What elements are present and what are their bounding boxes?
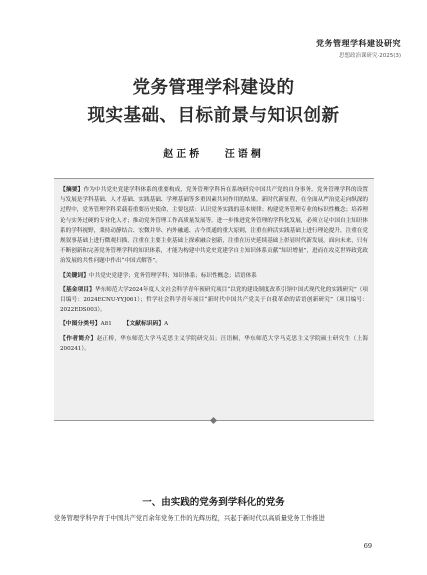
author-2: 汪语桐 — [224, 149, 264, 160]
page-number: 69 — [363, 542, 372, 550]
keywords — [60, 271, 368, 281]
section-heading: 一、由实践的党务到学科化的党务 — [142, 497, 285, 508]
journal-issue: 思想政治课研究·2025(3) — [338, 53, 401, 59]
author-1: 赵正桥 — [163, 149, 203, 160]
abstract — [60, 185, 368, 267]
running-header — [316, 38, 401, 59]
author-intro-label: 【作者简介】 — [60, 335, 97, 342]
journal-column-title: 党务管理学科建设研究 — [316, 39, 401, 48]
abstract-label: 【摘要】 — [60, 187, 84, 193]
clc-label: 【中图分类号】 — [60, 321, 101, 328]
doc-code-value: A — [164, 321, 169, 328]
author-intro — [60, 334, 368, 354]
article-title — [0, 74, 427, 130]
diamond-ornament — [209, 417, 216, 424]
title-line-1: 党务管理学科建设的 — [132, 78, 295, 98]
classification — [60, 319, 368, 329]
keywords-label: 【关键词】 — [60, 272, 89, 279]
abstract-box — [54, 178, 374, 421]
funding-text: 华东师范大学2024年度人文社会科学青年预研究项目“以党的建设制度改革引领中国式现代化的实践研究”（项目编号：2024ECNU-YYJ061）；哲学社会科学青年项目“新时代中国共产党关于自我革命的话语创新研究”（项目编号：2022EDS003）。 — [60, 286, 368, 314]
abstract-text: 作为中共党史党建学科体系的重要构成，党务管理学科旨在系统研究中国共产党的自身事务。党务管理学科的设置与发展是学科基础、人才基础、实践基础、学理基础等多重因素共同作用的结果。新时代新征程，在全面从严治党走向纵深的过程中，党务管理学科采载着重要历史使命，主要包括：认识党务实践的基本规律；构建党务管理专业的标识性概念；培养理论与实务过硬的专业化人才；推动党务管理工作高质量发展等。进一步推进党务管理的学科化发展，必须立足中国自主知识体系的学科视野，秉持动静结合、宏微并举、内外融通、古今贯通的重大原则，注重在鲜活实践基础上进行理论提升，注重在党规叙事基础上进行微观扫描，注重在主要主业基础上探索融合创新，注重在历史延续基础上彰显时代新发展。面向未来，只有不断创新和完善党务管理学科的知识体系，才能为构建中共党史党建学自主知识体系贡献“知识增量”，进而在攻克世界政党政治发展的共性问题中作出“中国式解答”。 — [60, 187, 368, 265]
doc-code-label: 【文献标识码】 — [123, 321, 165, 328]
body-paragraph: 党务管理学科孕育于中国共产党百余年党务工作的光辉历程，兴起于新时代以高质量党务工作推进 — [54, 515, 325, 522]
title-line-2: 现实基础、目标前景与知识创新 — [87, 106, 340, 126]
clc-value: A81 — [100, 321, 112, 328]
authors — [0, 145, 427, 160]
author-intro-text: 赵正桥，华东师范大学马克思主义学院研究员；汪语桐，华东师范大学马克思主义学院硕士研究生（上海200241）。 — [60, 335, 368, 352]
keywords-text: 中共党史党建学；党务管理学科；知识体系；标识性概念；话语体系 — [89, 272, 257, 279]
funding — [60, 285, 368, 316]
funding-label: 【基金项目】 — [60, 286, 95, 293]
